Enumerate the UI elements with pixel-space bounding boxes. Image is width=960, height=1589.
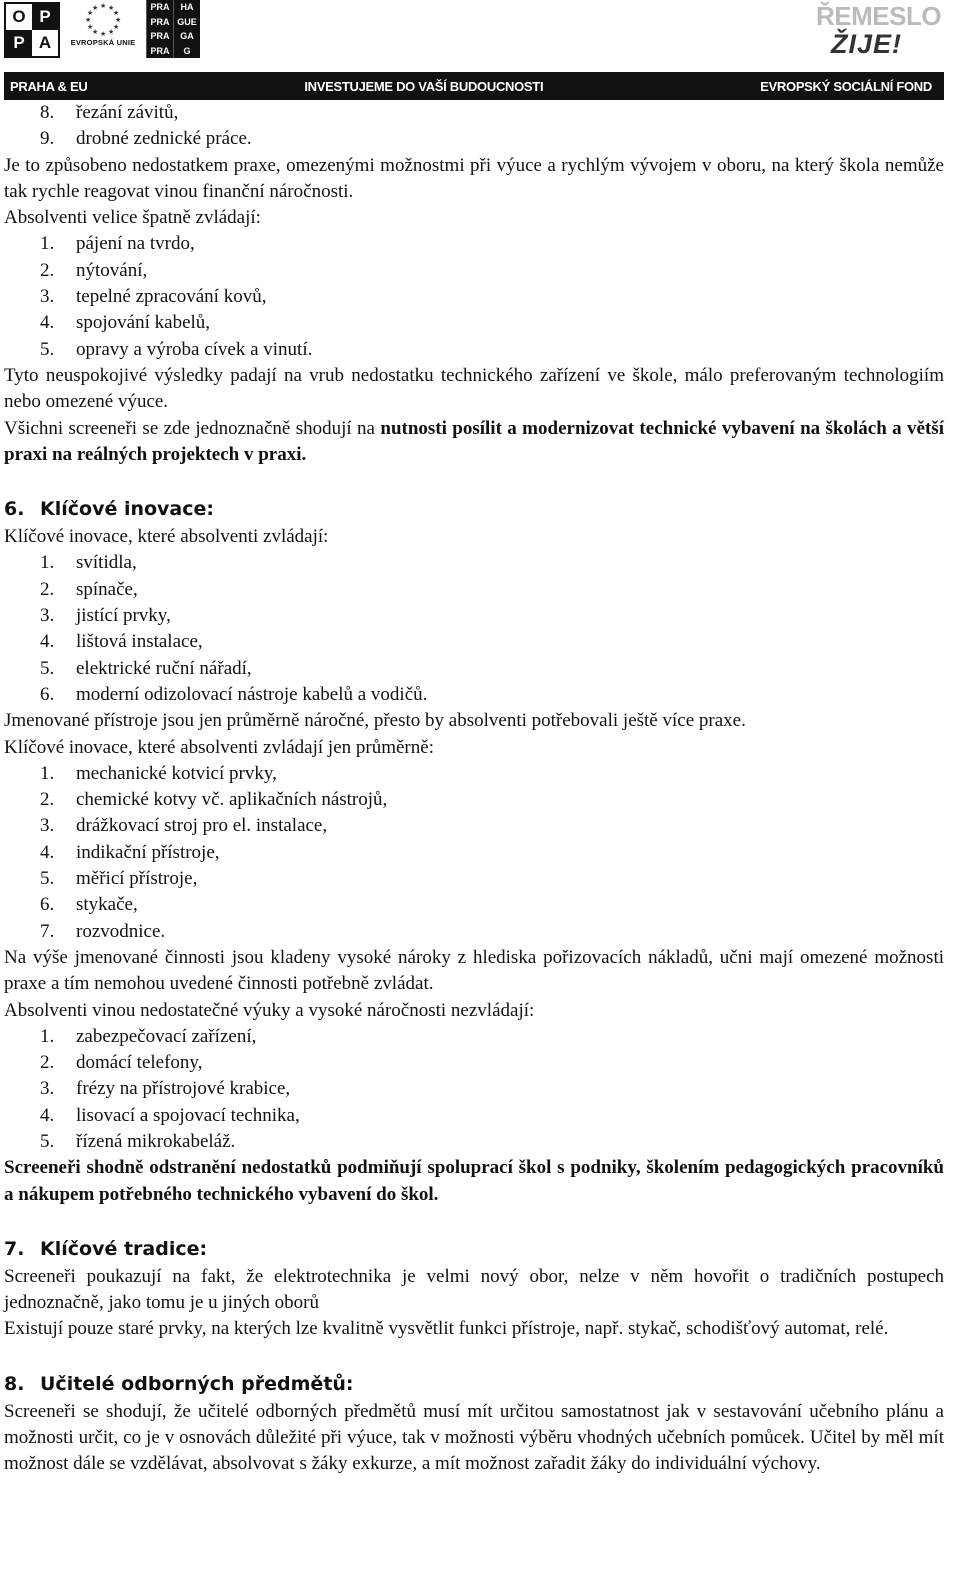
list-number: 1. [40, 233, 55, 255]
list-text: měřicí přístroje, [76, 868, 198, 890]
paragraph [4, 416, 944, 469]
list-number: 9. [40, 128, 55, 150]
list-text: rozvodnice. [76, 920, 166, 942]
list-number: 6. [40, 894, 55, 916]
list-item [4, 919, 944, 945]
list-text: chemické kotvy vč. aplikačních nástrojů, [76, 789, 388, 811]
paragraph-text: Všichni screeneři se zde jednoznačně shodují na [4, 417, 381, 439]
list-number: 5. [40, 868, 55, 890]
remeslo-line1: ŘEMESLO [816, 1, 942, 31]
svg-text:★: ★ [100, 2, 107, 10]
svg-text:★: ★ [108, 4, 115, 12]
list-number: 1. [40, 1025, 55, 1047]
eu-logo [68, 2, 138, 58]
list-number: 2. [40, 789, 55, 811]
list-text: drobné zednické práce. [76, 128, 252, 150]
list-number: 6. [40, 683, 55, 705]
list-number: 4. [40, 1104, 55, 1126]
list-number: 2. [40, 578, 55, 600]
list-text: drážkovací stroj pro el. instalace, [76, 815, 328, 837]
list-item [4, 577, 944, 603]
list-number: 3. [40, 1078, 55, 1100]
section-heading [4, 1234, 944, 1264]
list-text: domácí telefony, [76, 1052, 203, 1074]
section-heading [4, 494, 944, 524]
list-number: 1. [40, 552, 55, 574]
praha-logo-cell: PRA [146, 15, 173, 30]
svg-text:★: ★ [87, 9, 94, 17]
section-title: Klíčové tradice: [40, 1237, 208, 1260]
section-title: Učitelé odborných předmětů: [40, 1372, 354, 1395]
list-text: tepelné zpracování kovů, [76, 286, 267, 308]
list-item [4, 866, 944, 892]
list-text: zabezpečovací zařízení, [76, 1025, 257, 1047]
oppa-letter: A [38, 33, 52, 52]
praha-logo-cell: PRA [146, 44, 173, 59]
list-text: nýtování, [76, 259, 148, 281]
list-item [4, 787, 944, 813]
svg-text:★: ★ [113, 23, 120, 31]
list-number: 4. [40, 631, 55, 653]
praha-logo-cell: PRA [146, 29, 173, 44]
list-text: řízená mikrokabeláž. [76, 1130, 236, 1152]
svg-text:★: ★ [113, 9, 120, 17]
paragraph-bold-text: nutnosti posílit a modernizovat technické vybavení na školách a větší praxi na reálných projektech v praxi. [4, 417, 944, 465]
list-item [4, 656, 944, 682]
spacer [4, 1208, 944, 1234]
banner-center: INVESTUJEME DO VAŠÍ BUDOUCNOSTI [304, 78, 544, 94]
svg-text:★: ★ [85, 16, 92, 24]
list-item [4, 310, 944, 336]
list-item [4, 603, 944, 629]
list-item [4, 1024, 944, 1050]
document-body [4, 100, 944, 1478]
list-item [4, 892, 944, 918]
praha-logo-cell: HA [173, 0, 200, 15]
list-number: 7. [40, 920, 55, 942]
list-item [4, 231, 944, 257]
praha-logo-cell: GA [173, 29, 200, 44]
list-number: 8. [40, 102, 55, 123]
eu-label: EVROPSKÁ UNIE [70, 38, 136, 47]
remeslo-logo [816, 1, 942, 60]
list-number: 1. [40, 762, 55, 784]
section-heading [4, 1369, 944, 1399]
praha-logo [146, 0, 200, 58]
paragraph: Absolventi velice špatně zvládají: [4, 207, 261, 229]
list-text: spínače, [76, 578, 138, 600]
logo-bar [0, 0, 960, 70]
svg-text:★: ★ [92, 4, 99, 12]
praha-logo-cell: GUE [173, 15, 200, 30]
list-text: řezání závitů, [76, 102, 179, 123]
paragraph: Na výše jmenované činnosti jsou kladeny vysoké nároky z hlediska pořizovacích nákladů, učni mají omezené možnosti praxe a tím nemohou uvedené činnosti potřebně zvládat. [4, 946, 944, 995]
list-item [4, 1103, 944, 1129]
svg-text:★: ★ [87, 23, 94, 31]
list-text: lisovací a spojovací technika, [76, 1104, 300, 1126]
oppa-letter: O [12, 7, 26, 26]
list-number: 4. [40, 841, 55, 863]
list-text: jistící prvky, [76, 605, 171, 627]
list-item [4, 126, 944, 152]
paragraph: Je to způsobeno nedostatkem praxe, omezenými možnostmi při výuce a rychlým vývojem v oboru, na který škola nemůže tak rychle reagovat vinou finanční náročnosti. [4, 154, 944, 202]
banner-right: EVROPSKÝ SOCIÁLNÍ FOND [760, 78, 932, 94]
list-item [4, 1076, 944, 1102]
list-item [4, 813, 944, 839]
remeslo-line2: ŽIJE! [830, 29, 902, 59]
list-item [4, 629, 944, 655]
list-item [4, 761, 944, 787]
list-item [4, 840, 944, 866]
list-item [4, 284, 944, 310]
list-text: spojování kabelů, [76, 312, 211, 334]
paragraph: Existují pouze staré prvky, na kterých lze kvalitně vysvětlit funkci přístroje, např. stykač, schodišťový automat, relé. [4, 1318, 889, 1340]
praha-logo-cell: PRA [146, 0, 173, 15]
list-text: moderní odizolovací nástroje kabelů a vodičů. [76, 683, 428, 705]
list-text: stykače, [76, 894, 138, 916]
paragraph: Jmenované přístroje jsou jen průměrně náročné, přesto by absolventi potřebovali ještě více praxe. [4, 710, 746, 732]
oppa-logo [4, 2, 60, 58]
section-number: 6. [4, 498, 25, 521]
oppa-letter: P [6, 30, 32, 56]
list-text: pájení na tvrdo, [76, 233, 195, 255]
section-number: 7. [4, 1237, 25, 1260]
eu-stars-icon [80, 2, 126, 36]
list-text: frézy na přístrojové krabice, [76, 1078, 291, 1100]
paragraph: Klíčové inovace, které absolventi zvládají jen průměrně: [4, 736, 434, 758]
paragraph: Screeneři poukazují na fakt, že elektrotechnika je velmi nový obor, nelze v něm hovořit o tradičních postupech jednoznačně, jako tomu je u jiných oborů [4, 1265, 944, 1314]
oppa-letter: P [32, 4, 58, 30]
list-item [4, 1050, 944, 1076]
svg-text:★: ★ [108, 28, 115, 36]
list-item [4, 1129, 944, 1155]
list-number: 3. [40, 286, 55, 308]
list-number: 2. [40, 259, 55, 281]
page-header [0, 0, 960, 100]
list-item [4, 100, 944, 126]
paragraph: Tyto neuspokojivé výsledky padají na vrub nedostatku technického zařízení ve škole, málo preferovaným technologiím nebo omezené výuce. [4, 364, 944, 413]
section-number: 8. [4, 1372, 25, 1395]
svg-text:★: ★ [92, 28, 99, 36]
list-text: opravy a výroba cívek a vinutí. [76, 338, 313, 360]
list-item [4, 258, 944, 284]
list-item [4, 337, 944, 363]
paragraph: Screeneři se shodují, že učitelé odborných předmětů musí mít určitou samostatnost jak v sestavování učebního plánu a možnosti určit, co je v osnovách důležité při výuce, tak v možnosti výběru vhodných učebních pomůcek. Učitel by měl mít možnost dále se vzdělávat, absolvovat s žáky exkurze, a mít možnost zařadit žáky do individuální výchovy. [4, 1400, 944, 1475]
header-banner [4, 72, 944, 100]
list-number: 2. [40, 1052, 55, 1074]
list-text: svítidla, [76, 552, 137, 574]
list-text: lištová instalace, [76, 631, 203, 653]
paragraph: Klíčové inovace, které absolventi zvládají: [4, 526, 329, 548]
list-number: 5. [40, 1130, 55, 1152]
list-number: 3. [40, 605, 55, 627]
spacer [4, 468, 944, 494]
bold-paragraph [4, 1155, 944, 1208]
list-number: 4. [40, 312, 55, 334]
section-title: Klíčové inovace: [40, 498, 214, 521]
list-text: indikační přístroje, [76, 841, 220, 863]
svg-text:★: ★ [115, 16, 122, 24]
paragraph: Absolventi vinou nedostatečné výuky a vysoké náročnosti nezvládají: [4, 999, 535, 1021]
svg-text:★: ★ [100, 30, 107, 36]
spacer [4, 1343, 944, 1369]
banner-left: PRAHA & EU [10, 78, 88, 94]
list-number: 5. [40, 657, 55, 679]
praha-logo-cell: G [173, 44, 200, 59]
list-number: 3. [40, 815, 55, 837]
list-number: 5. [40, 338, 55, 360]
list-text: mechanické kotvicí prvky, [76, 762, 277, 784]
list-item [4, 550, 944, 576]
list-item [4, 682, 944, 708]
list-text: elektrické ruční nářadí, [76, 657, 252, 679]
bold-text: Screeneři shodně odstranění nedostatků podmiňují spoluprací škol s podniky, školením pedagogických pracovníků a nákupem potřebného technického vybavení do škol. [4, 1157, 944, 1205]
